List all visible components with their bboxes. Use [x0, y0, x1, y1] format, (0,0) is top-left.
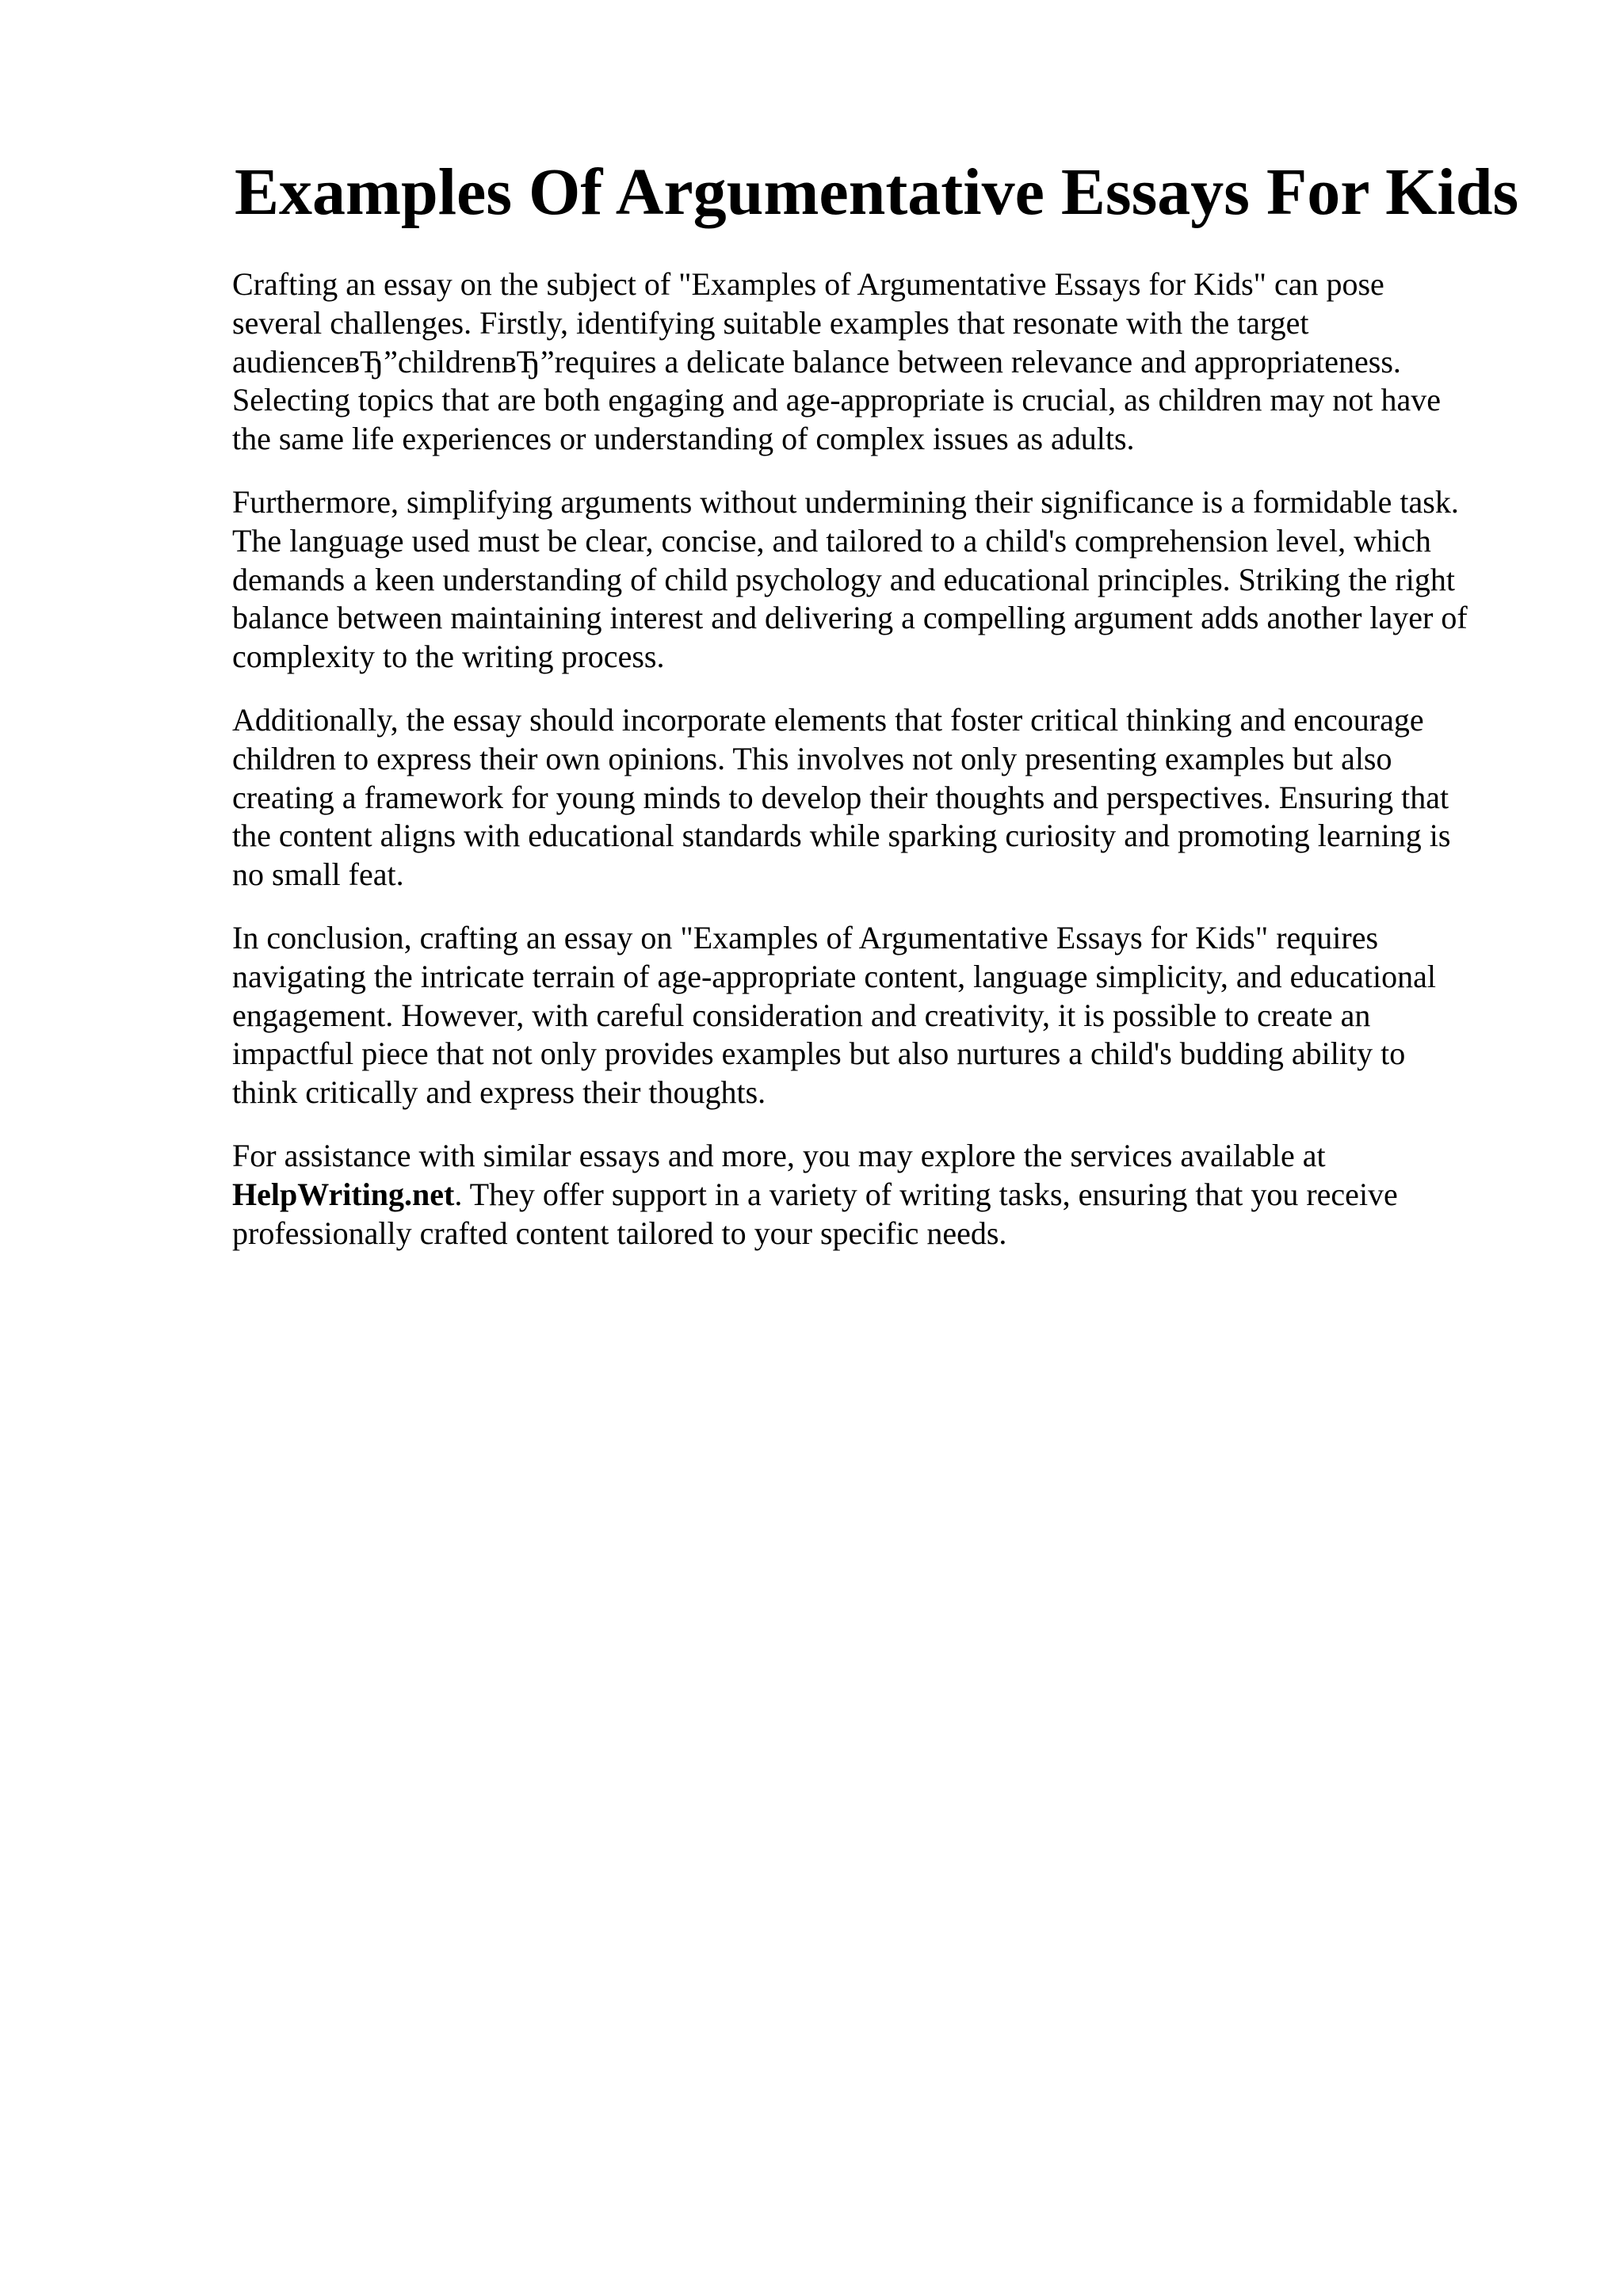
essay-body [232, 265, 1529, 1277]
page-title: Examples Of Argumentative Essays For Kids [235, 155, 1519, 229]
paragraph-critical-thinking: Additionally, the essay should incorporate elements that foster critical thinking and encourage children to express their own opinions. This involves not only presenting examples but also creating a framework for young minds to develop their thoughts and perspectives. Ensuring that the content aligns with educational standards while sparking curiosity and promoting learning is no small feat. [232, 701, 1451, 893]
paragraph-closing [232, 1137, 1529, 1253]
paragraph-conclusion: In conclusion, crafting an essay on "Examples of Argumentative Essays for Kids" requires navigating the intricate terrain of age-appropriate content, language simplicity, and educational engagement. However, with careful consideration and creativity, it is possible to create an impactful piece that not only provides examples but also nurtures a child's budding ability to think critically and express their thoughts. [232, 919, 1437, 1111]
helpwriting-brand-name: HelpWriting.net [232, 1176, 455, 1212]
paragraph-intro: Crafting an essay on the subject of "Examples of Argumentative Essays for Kids" can pose several challenges. Firstly, identifying suitable examples that resonate with the target audienceвЂ”childrenвЂ”requires a delicate balance between relevance and appropriateness. Selecting topics that are both engaging and age-appropriate is crucial, as children may not have the same life experiences or understanding of complex issues as adults. [232, 266, 1441, 457]
closing-tail-text: . They offer support in a variety of writing tasks, ensuring that you receive professionally crafted content tailored to your specific needs. [232, 1176, 1398, 1251]
paragraph-simplifying: Furthermore, simplifying arguments without undermining their significance is a formidable task. The language used must be clear, concise, and tailored to a child's comprehension level, which demands a keen understanding of child psychology and educational principles. Striking the right balance between maintaining interest and delivering a compelling argument adds another layer of complexity to the writing process. [232, 483, 1468, 675]
closing-lead-text: For assistance with similar essays and more, you may explore the services available at [232, 1137, 1326, 1173]
